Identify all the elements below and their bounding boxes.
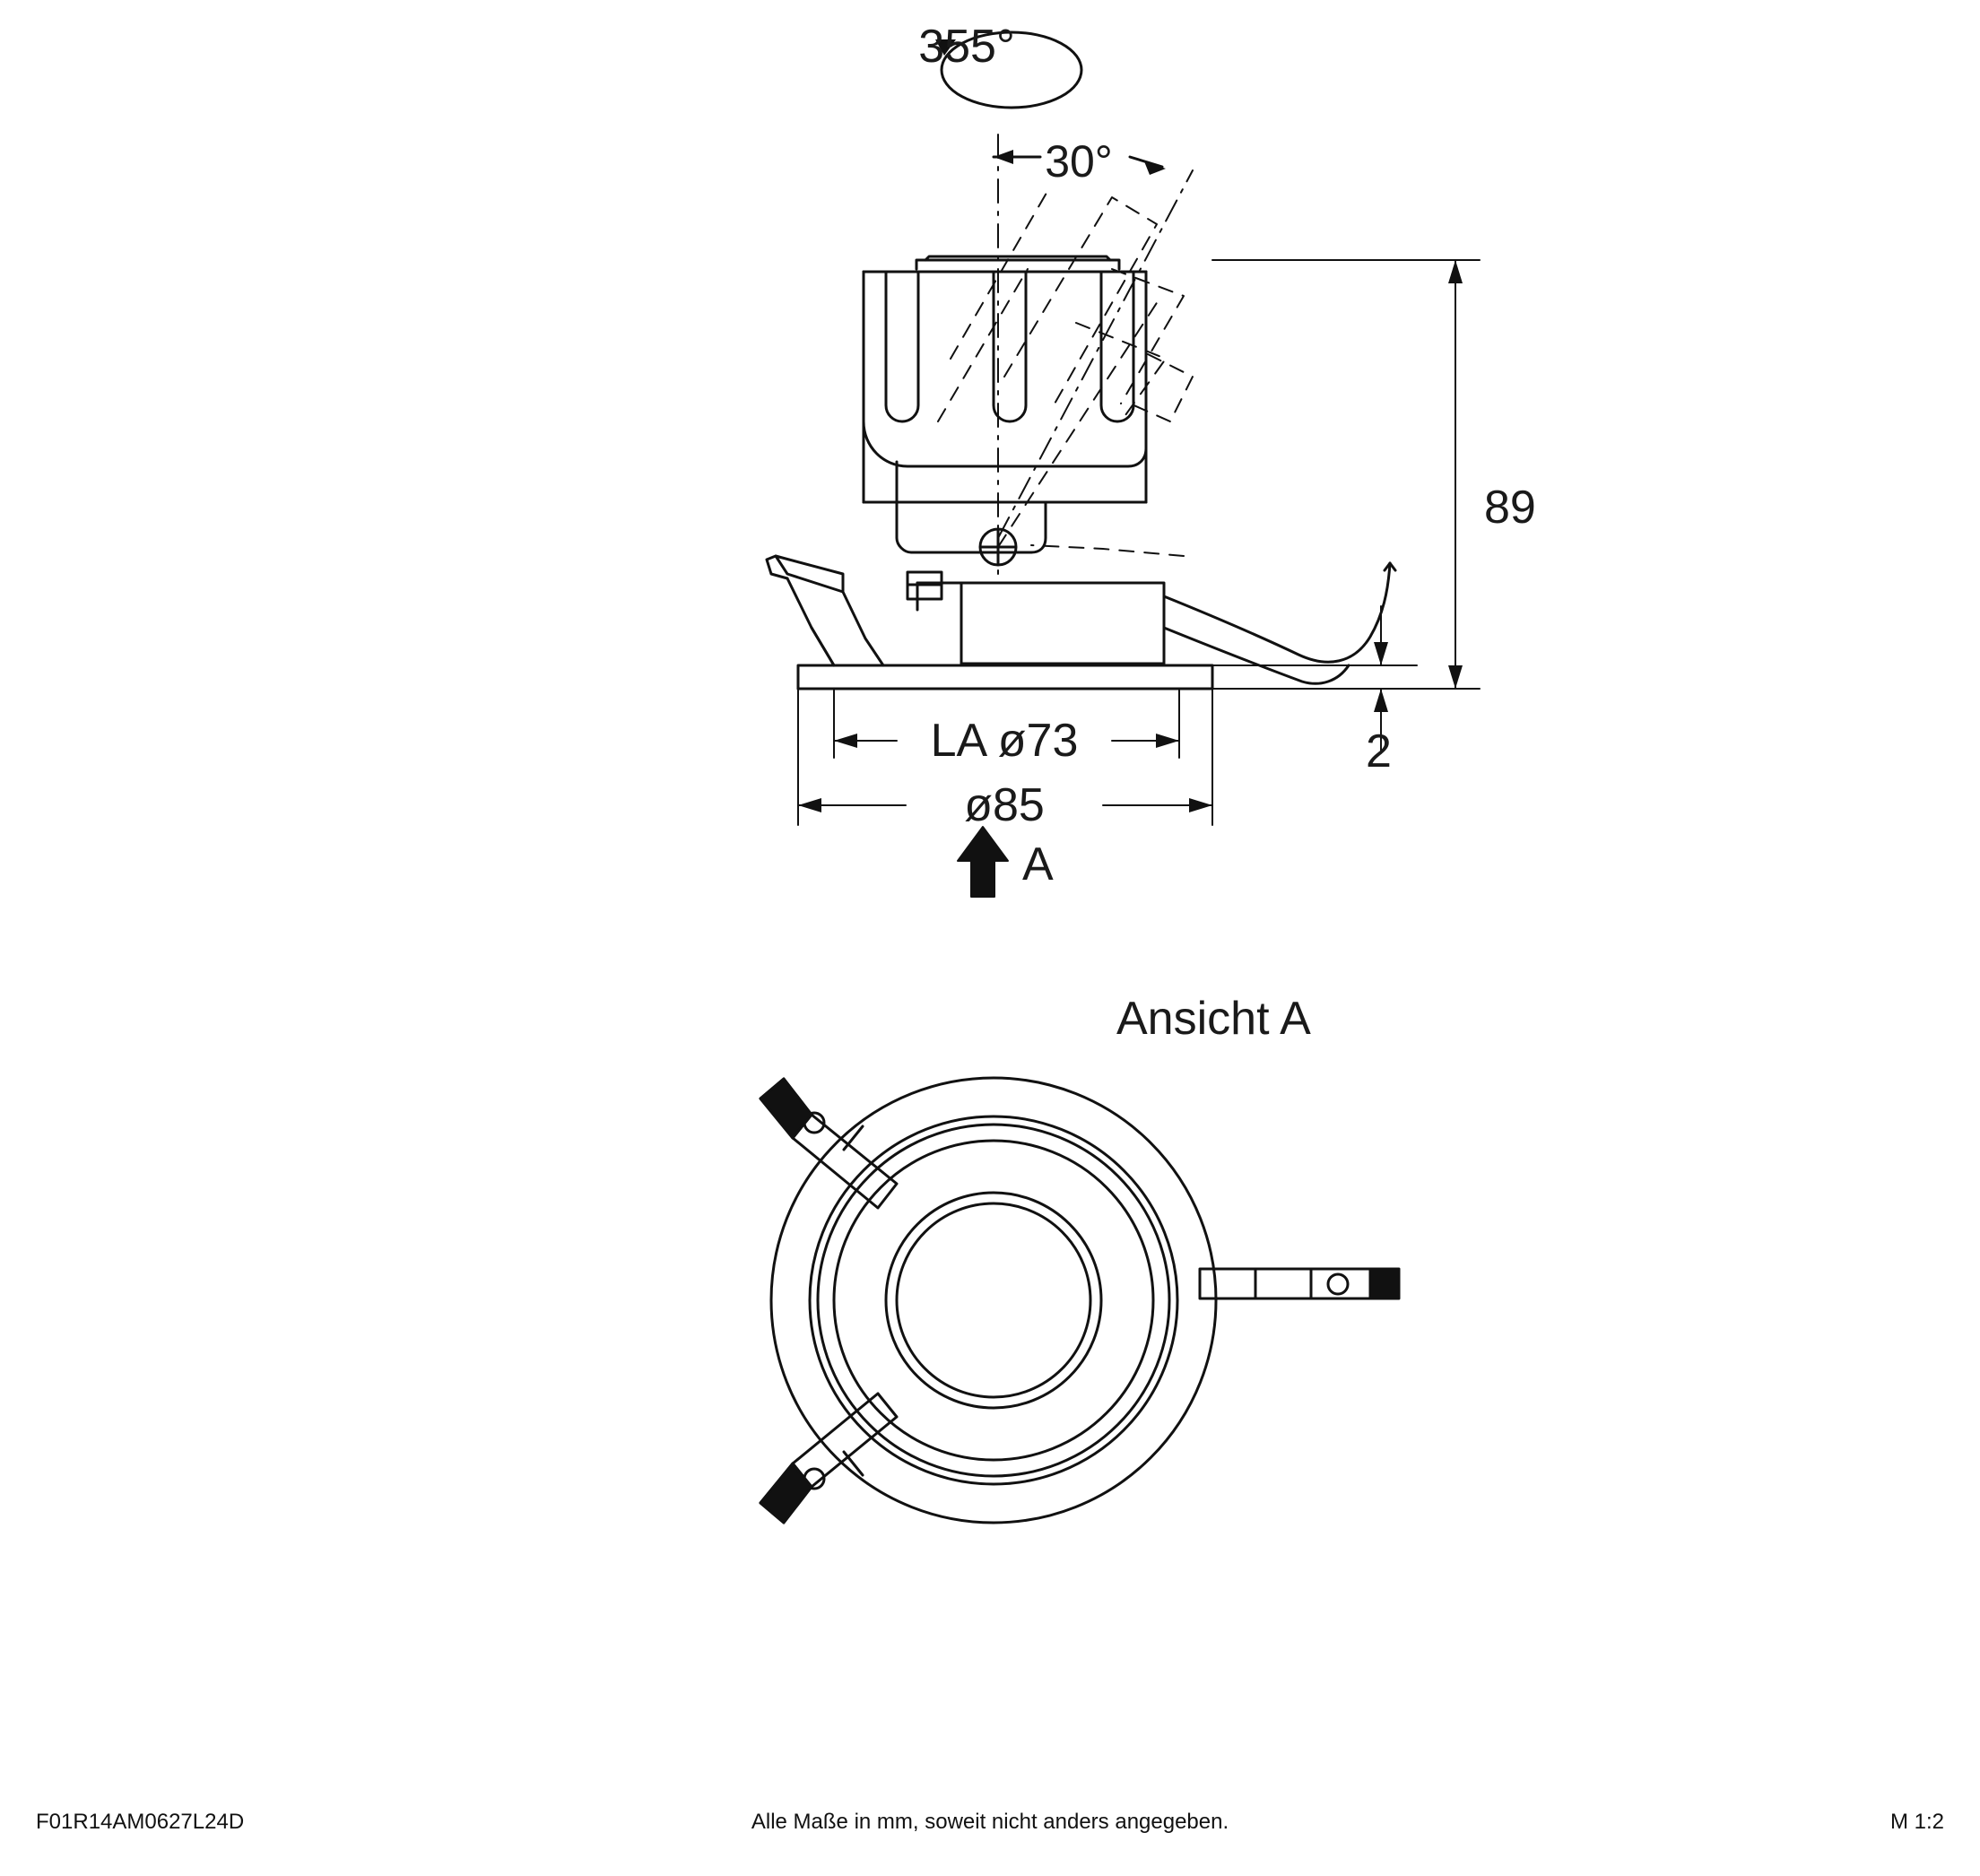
cutout-dimension-label: LA ø73 [930, 715, 1079, 767]
view-arrow-a [958, 827, 1008, 897]
units-note: Alle Maße in mm, soweit nicht anders angegeben. [751, 1810, 1229, 1834]
height-dimension-label: 89 [1484, 482, 1536, 534]
scale-label: M 1:2 [1889, 1810, 1944, 1834]
article-number: F01R14AM0627L24D [36, 1810, 245, 1834]
flange-thickness-label: 2 [1366, 725, 1392, 777]
dimension-89 [1212, 260, 1480, 689]
view-arrow-label-a: A [1022, 838, 1054, 890]
side-view-body [767, 256, 1395, 689]
bottom-view-title: Ansicht A [1116, 993, 1311, 1045]
outer-diameter-label: ø85 [964, 779, 1045, 831]
sheet-footer [0, 1810, 1980, 1837]
bottom-view-graphic [760, 1064, 1399, 1523]
tilt-angle-label: 30° [1045, 136, 1113, 187]
rotation-label: 355° [918, 21, 1015, 73]
